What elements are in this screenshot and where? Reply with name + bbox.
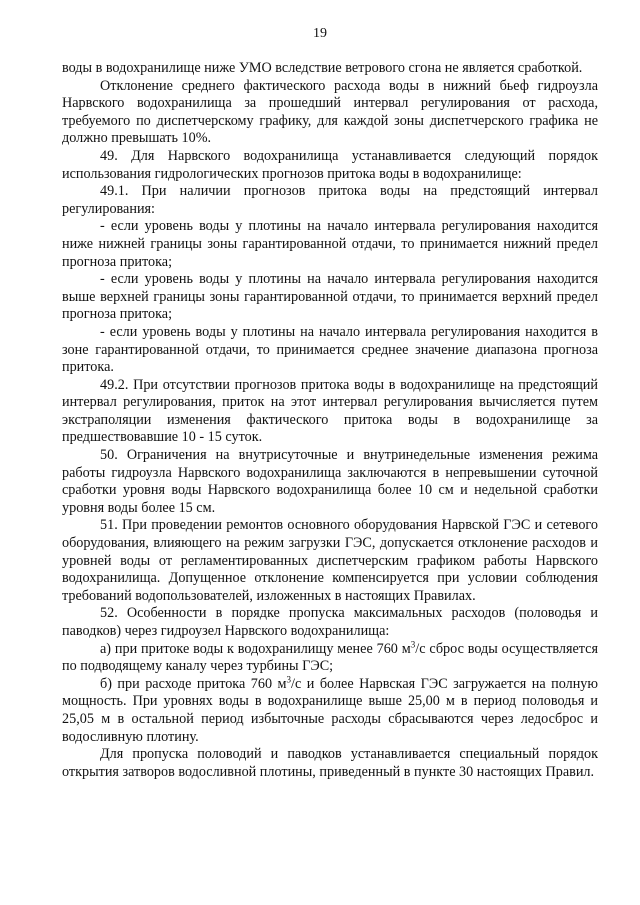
paragraph-52: 52. Особенности в порядке пропуска максимальных расходов (половодья и паводков) через гидроузел Нарвского водохранилища: bbox=[62, 605, 598, 639]
paragraph-50: 50. Ограничения на внутрисуточные и внутринедельные изменения режима работы гидроузла Нарвского водохранилища заключаются в непревышении суточной сработки уровня воды Нарвского водохранилища более 10 см и недельной сработки уровня воды более 15 см. bbox=[62, 447, 598, 516]
document-body bbox=[62, 60, 598, 781]
page-number: 19 bbox=[313, 26, 327, 41]
superscript-cubic: 3 bbox=[286, 674, 292, 685]
paragraph-deviation: Отклонение среднего фактического расхода воды в нижний бьеф гидроузла Нарвского водохранилища за прошедший интервал регулирования от расхода, требуемого по диспетчерскому графику, для каждой зоны диспетчерского графика не должно превышать 10%. bbox=[62, 77, 598, 147]
paragraph-49-1: 49.1. При наличии прогнозов притока воды на предстоящий интервал регулирования: bbox=[62, 183, 598, 217]
paragraph-52-a-text-2: /с сброс воды осуществляется по подводящему каналу через турбины ГЭС; bbox=[62, 640, 598, 675]
superscript-cubic: 3 bbox=[410, 638, 416, 649]
paragraph-49: 49. Для Нарвского водохранилища устанавливается следующий порядок использования гидрологических прогнозов притока воды в водохранилище: bbox=[62, 147, 598, 182]
list-item-within-guaranteed: - если уровень воды у плотины на начало интервала регулирования находится в зоне гарантированной отдачи, то принимается среднее значение диапазона прогноза притока. bbox=[62, 323, 598, 376]
paragraph-52-b-text-2: /с и более Нарвская ГЭС загружается на полную мощность. При уровнях воды в водохранилище выше 25,00 м в период половодья и 25,05 м в остальной период избыточные расходы сбрасываются через ледосброс и водосливную плотину. bbox=[62, 675, 598, 745]
paragraph-51: 51. При проведении ремонтов основного оборудования Нарвской ГЭС и сетевого оборудования, влияющего на режим загрузки ГЭС, допускается отклонение расходов и уровней воды от регламентированных диспетчерским графиком работы Нарвского водохранилища. Допущенное отклонение компенсируется при условии соблюдения требований водопользователей, изложенных в настоящих Правилах. bbox=[62, 517, 598, 604]
paragraph-floods: Для пропуска половодий и паводков устанавливается специальный порядок открытия затворов водосливной плотины, приведенный в пункте 30 настоящих Правил. bbox=[62, 746, 598, 780]
paragraph-52-a bbox=[62, 638, 598, 676]
paragraph-continuation: воды в водохранилище ниже УМО вследствие ветрового сгона не является сработкой. bbox=[62, 60, 583, 76]
paragraph-49-2: 49.2. При отсутствии прогнозов притока воды в водохранилище на предстоящий интервал регулирования, приток на этот интервал регулирования вычисляется путем экстраполяции изменения фактического притока воды в водохранилище за предшествовавшие 10 - 15 суток. bbox=[62, 376, 598, 446]
list-item-below-guaranteed: - если уровень воды у плотины на начало интервала регулирования находится ниже нижней границы зоны гарантированной отдачи, то принимается нижний предел прогноза притока; bbox=[62, 218, 598, 270]
list-item-above-guaranteed: - если уровень воды у плотины на начало интервала регулирования находится выше верхней границы зоны гарантированной отдачи, то принимается верхний предел прогноза притока; bbox=[62, 271, 598, 323]
paragraph-52-b-text-1: б) при расходе притока 760 м bbox=[100, 675, 287, 692]
paragraph-52-a-text-1: а) при притоке воды к водохранилищу менее 760 м bbox=[100, 640, 411, 657]
paragraph-52-b bbox=[62, 676, 598, 746]
